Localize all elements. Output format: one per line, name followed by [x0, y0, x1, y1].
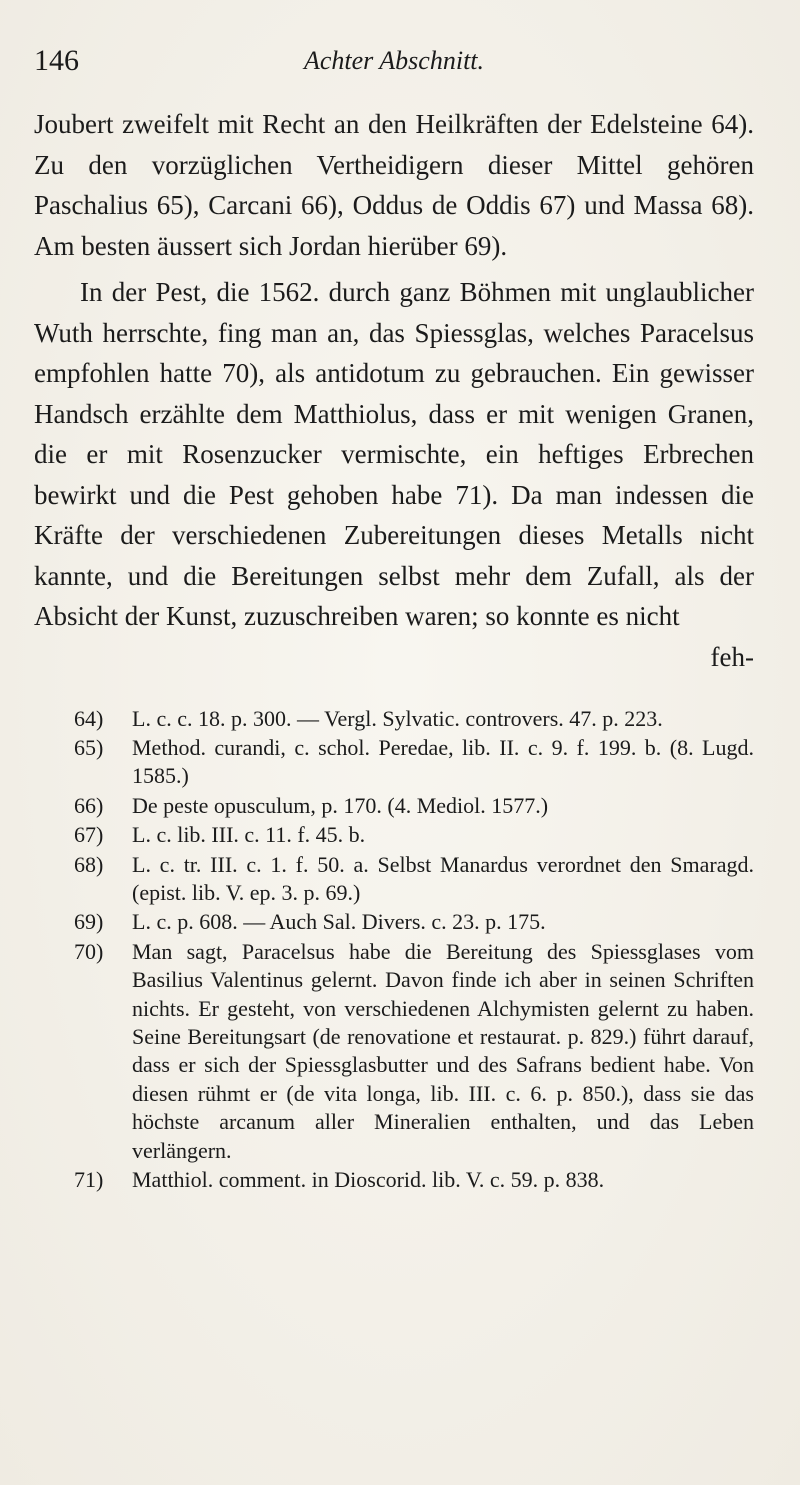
footnote-text: L. c. c. 18. p. 300. — Vergl. Sylvatic. controvers. 47. p. 223. — [132, 705, 663, 731]
footnote — [34, 938, 754, 1165]
footnote — [34, 705, 754, 733]
footnote-text: L. c. p. 608. — Auch Sal. Divers. c. 23. p. 175. — [132, 909, 546, 935]
main-text — [34, 104, 754, 677]
catchword: feh- — [710, 641, 754, 672]
footnote-number: 67) — [74, 822, 104, 848]
running-head: Achter Abschnitt. — [303, 46, 485, 75]
footnote — [34, 908, 754, 936]
footnote-text: L. c. tr. III. c. 1. f. 50. a. Selbst Manardus verordnet den Smaragd. (epist. lib. V. ep. 3. p. 69.) — [132, 851, 754, 905]
footnote-number: 65) — [74, 734, 104, 760]
paragraph-1: Joubert zweifelt mit Recht an den Heilkräften der Edelsteine 64). Zu den vorzüglichen Vertheidigern dieser Mittel gehören Paschalius 65), Carcani 66), Oddus de Oddis 67) und Massa 68). Am besten äussert sich Jordan hierüber 69). — [34, 109, 754, 261]
footnote — [34, 734, 754, 791]
footnote-number: 71) — [74, 1167, 104, 1192]
footnote-number: 70) — [74, 938, 104, 964]
footnote — [34, 821, 754, 849]
footnote-text: Man sagt, Paracelsus habe die Bereitung des Spiessglases vom Basilius Valentinus gelernt. Davon finde ich aber in seinen Schriften nichts. Er gesteht, von verschiedenen Alchymisten gelernt zu haben. Seine Bereitungsart (de renovatione et restaurat. p. 829.) führt darauf, dass er sich der Spiessglasbutter und des Safrans bedient habe. Von diesen rühmt er (de vita longa, lib. III. c. 6. p. 850.), dass sie das höchste arcanum aller Mineralien enthalten, und das Leben verlängern. — [132, 938, 754, 1163]
footnote-text: L. c. lib. III. c. 11. f. 45. b. — [132, 822, 366, 848]
footnote — [34, 1166, 754, 1194]
footnote-text: De peste opusculum, p. 170. (4. Mediol. 1577.) — [132, 792, 549, 818]
footnote — [34, 792, 754, 820]
footnote-number: 64) — [74, 705, 104, 731]
paragraph-2: In der Pest, die 1562. durch ganz Böhmen mit unglaublicher Wuth herrschte, fing man an, das Spiessglas, welches Paracelsus empfohlen hatte 70), als antidotum zu gebrauchen. Ein gewisser Handsch erzählte dem Matthiolus, dass er mit wenigen Granen, die er mit Rosenzucker vermischte, ein heftiges Erbrechen bewirkt und die Pest gehoben habe 71). Da man indessen die Kräfte der verschiedenen Zubereitungen dieses Metalls nicht kannte, und die Bereitungen selbst mehr dem Zufall, als der Absicht der Kunst, zuzuschreiben waren; so konnte es nicht — [34, 277, 754, 631]
page-number: 146 — [34, 44, 79, 77]
footnote-number: 66) — [74, 792, 104, 818]
footnote-text: Method. curandi, c. schol. Peredae, lib. II. c. 9. f. 199. b. (8. Lugd. 1585.) — [132, 734, 754, 789]
footnote — [34, 851, 754, 908]
footnotes — [34, 705, 754, 1195]
footnote-number: 68) — [74, 851, 104, 877]
footnote-text: Matthiol. comment. in Dioscorid. lib. V. c. 59. p. 838. — [132, 1167, 605, 1192]
page-header — [34, 40, 754, 100]
footnote-number: 69) — [74, 909, 104, 935]
